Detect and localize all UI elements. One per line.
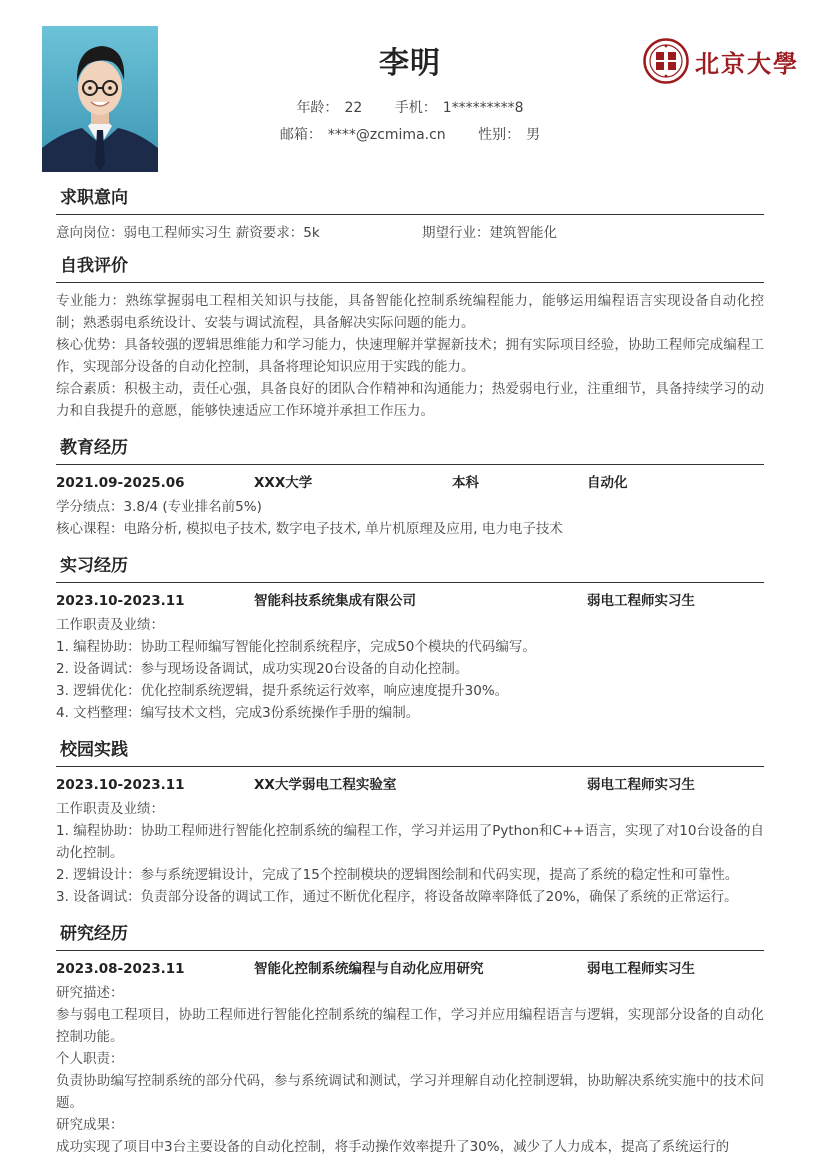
self-eval-paragraph: 核心优势：具备较强的逻辑思维能力和学习能力，快速理解并掌握新技术；拥有实际项目经验，协助工程师完成编程工作，实现部分设备的自动化控制，具备将理论知识应用于实践的能力。	[56, 337, 764, 375]
section-title: 研究经历	[56, 922, 764, 951]
self-eval-paragraph: 专业能力：熟练掌握弱电工程相关知识与技能，具备智能化控制系统编程能力，能够运用编程语言实现设备自动化控制；熟悉弱电系统设计、安装与调试流程，具备解决实际问题的能力。	[56, 293, 764, 331]
phone-value: 1*********8	[442, 100, 524, 116]
campus-org: XX大学弱电工程实验室	[254, 777, 397, 793]
list-item: 4. 文档整理：编写技术文档，完成3份系统操作手册的编制。	[56, 705, 420, 721]
self-eval-paragraph: 综合素质：积极主动，责任心强，具备良好的团队合作精神和沟通能力；热爱弱电行业，注重细节，具备持续学习的动力和自我提升的意愿，能够快速适应工作环境并承担工作压力。	[56, 381, 764, 419]
list-item: 2. 设备调试：参与现场设备调试，成功实现20台设备的自动化控制。	[56, 661, 469, 677]
phone-label: 手机：	[394, 100, 437, 116]
research-project: 智能化控制系统编程与自动化应用研究	[254, 961, 484, 977]
education-courses: 核心课程：电路分析, 模拟电子技术, 数字电子技术, 单片机原理及应用, 电力电子技术	[56, 521, 563, 537]
list-item: 2. 逻辑设计：参与系统逻辑设计，完成了15个控制模块的逻辑图绘制和代码实现，提高了系统的稳定性和可靠性。	[56, 867, 739, 883]
list-item: 3. 设备调试：负责部分设备的调试工作，通过不断优化程序，将设备故障率降低了20%，确保了系统的正常运行。	[56, 889, 738, 905]
research-desc-label: 研究描述：	[56, 985, 124, 1001]
gender-field	[478, 124, 540, 144]
research-result: 成功实现了项目中3台主要设备的自动化控制，将手动操作效率提升了30%，减少了人力成本，提高了系统运行的	[56, 1139, 730, 1155]
section-title: 实习经历	[56, 554, 764, 583]
intent-row	[56, 222, 764, 244]
age-label: 年龄：	[296, 100, 339, 116]
section-self-evaluation	[56, 254, 764, 432]
internship-role: 弱电工程师实习生	[587, 593, 695, 609]
section-title: 求职意向	[56, 186, 764, 215]
email-label: 邮箱：	[279, 127, 322, 143]
university-seal-icon	[643, 38, 689, 84]
education-gpa: 学分绩点：3.8/4 (专业排名前5%)	[56, 499, 262, 515]
section-title: 自我评价	[56, 254, 764, 283]
education-major: 自动化	[587, 475, 628, 491]
section-job-intent	[56, 186, 764, 244]
research-header-row	[56, 958, 764, 980]
research-duty-label: 个人职责：	[56, 1051, 124, 1067]
email-field	[280, 124, 446, 144]
gender-label: 性别：	[478, 127, 521, 143]
education-header-row	[56, 472, 764, 494]
list-item: 1. 编程协助：协助工程师编写智能化控制系统程序，完成50个模块的代码编写。	[56, 639, 536, 655]
research-duty: 负责协助编写控制系统的部分代码，参与系统调试和测试，学习并理解自动化控制逻辑，协助解决系统实施中的技术问题。	[56, 1073, 764, 1111]
intent-position: 意向岗位：弱电工程师实习生 薪资要求：5k	[56, 225, 320, 241]
section-research	[56, 922, 764, 1158]
email-value: ****@zcmima.cn	[327, 127, 446, 143]
section-title: 校园实践	[56, 738, 764, 767]
campus-period: 2023.10-2023.11	[56, 777, 185, 793]
research-result-label: 研究成果：	[56, 1117, 124, 1133]
internship-period: 2023.10-2023.11	[56, 593, 185, 609]
research-desc: 参与弱电工程项目，协助工程师进行智能化控制系统的编程工作，学习并应用编程语言与逻辑，实现部分设备的自动化控制功能。	[56, 1007, 764, 1045]
gender-value: 男	[526, 127, 541, 143]
section-campus-practice	[56, 738, 764, 918]
education-school: XXX大学	[254, 475, 313, 491]
section-education	[56, 436, 764, 550]
education-degree: 本科	[452, 475, 479, 491]
candidate-name: 李明	[379, 46, 441, 81]
campus-header-row	[56, 774, 764, 796]
intent-industry: 期望行业：建筑智能化	[422, 225, 557, 241]
education-period: 2021.09-2025.06	[56, 475, 185, 491]
age-field	[296, 97, 362, 117]
list-item: 3. 逻辑优化：优化控制系统逻辑，提升系统运行效率，响应速度提升30%。	[56, 683, 509, 699]
internship-company: 智能科技系统集成有限公司	[254, 593, 416, 609]
info-row-2	[0, 124, 820, 144]
section-internship	[56, 554, 764, 734]
research-period: 2023.08-2023.11	[56, 961, 185, 977]
resume-content	[56, 186, 764, 1160]
university-logo	[643, 36, 799, 86]
phone-field	[395, 97, 524, 117]
section-title: 教育经历	[56, 436, 764, 465]
campus-role: 弱电工程师实习生	[587, 777, 695, 793]
research-role: 弱电工程师实习生	[587, 961, 695, 977]
internship-intro: 工作职责及业绩：	[56, 617, 164, 633]
university-logo-text: 北京大學	[695, 49, 799, 78]
age-value: 22	[344, 100, 363, 116]
internship-header-row	[56, 590, 764, 612]
list-item: 1. 编程协助：协助工程师进行智能化控制系统的编程工作，学习并运用了Python和C++语言，实现了对10台设备的自动化控制。	[56, 823, 764, 861]
campus-intro: 工作职责及业绩：	[56, 801, 164, 817]
info-row-1	[0, 97, 820, 117]
